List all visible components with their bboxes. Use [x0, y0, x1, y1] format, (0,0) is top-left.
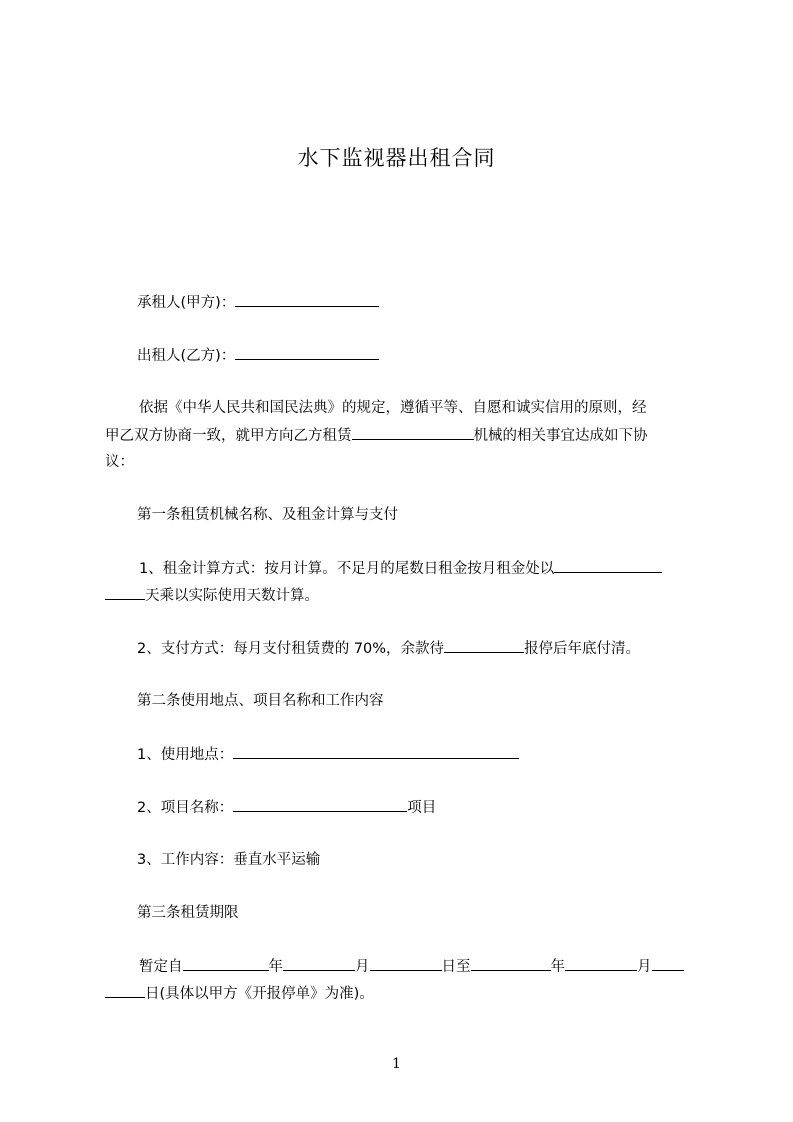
location-blank [233, 744, 519, 759]
divisor-blank-1 [554, 558, 662, 573]
article-1-title: 第一条租赁机械名称、及租金计算与支付 [137, 507, 398, 523]
end-year-blank [471, 956, 551, 971]
end-day-blank-1 [652, 956, 684, 971]
article-1-item-2 [137, 638, 640, 659]
article-2-title: 第二条使用地点、项目名称和工作内容 [137, 693, 384, 709]
article-2-item-1 [137, 744, 519, 765]
project-label: 2、项目名称： [137, 800, 234, 816]
location-label: 1、使用地点： [137, 747, 234, 763]
page-number: 1 [392, 1056, 401, 1072]
term-start-text: 暂定自 [139, 959, 183, 975]
intro-line-3: 议： [105, 454, 134, 470]
intro-line-2-end: 机械的相关事宜达成如下协 [473, 428, 648, 444]
intro-line-2 [105, 425, 648, 446]
lessee-label: 承租人(甲方)： [137, 295, 236, 311]
lessee-blank [235, 292, 379, 307]
project-blank [233, 797, 407, 812]
year-label-1: 年 [268, 959, 283, 975]
lessor-label: 出租人(乙方)： [137, 348, 236, 364]
machine-blank [352, 425, 474, 440]
start-year-blank [183, 956, 269, 971]
year-label-2: 年 [550, 959, 565, 975]
month-label-1: 月 [355, 959, 370, 975]
article-3-line-1 [139, 956, 684, 977]
end-month-blank [565, 956, 637, 971]
article-3-line-2 [105, 983, 374, 1004]
month-label-2: 月 [637, 959, 652, 975]
end-day-blank-2 [105, 983, 145, 998]
lessor-line [137, 345, 379, 366]
lessor-blank [235, 345, 379, 360]
document-title: 水下监视器出租合同 [297, 146, 496, 170]
start-month-blank [283, 956, 355, 971]
balance-blank [444, 638, 524, 653]
article-3-title: 第三条租赁期限 [137, 905, 239, 921]
article-2-item-3: 3、工作内容：垂直水平运输 [137, 852, 321, 868]
intro-line-1: 依据《中华人民共和国民法典》的规定，遵循平等、自愿和诚实信用的原则，经 [139, 400, 647, 416]
article-1-item-2-end: 报停后年底付清。 [524, 641, 641, 657]
article-1-item-1-end: 天乘以实际使用天数计算。 [145, 588, 319, 604]
start-day-blank [370, 956, 442, 971]
term-end-text: 日(具体以甲方《开报停单》为准)。 [145, 986, 374, 1002]
article-1-item-1-line-2 [105, 585, 319, 606]
article-1-item-1-line-1 [139, 558, 662, 579]
article-1-item-1-start: 1、租金计算方式：按月计算。不足月的尾数日租金按月租金处以 [139, 561, 555, 577]
article-1-item-2-start: 2、支付方式：每月支付租赁费的 70%，余款待 [137, 641, 445, 657]
divisor-blank-2 [105, 585, 145, 600]
project-suffix: 项目 [407, 800, 437, 816]
lessee-line [137, 292, 379, 313]
day-to-label: 日至 [441, 959, 471, 975]
article-2-item-2 [137, 797, 436, 818]
intro-line-2-start: 甲乙双方协商一致，就甲方向乙方租赁 [105, 428, 352, 444]
